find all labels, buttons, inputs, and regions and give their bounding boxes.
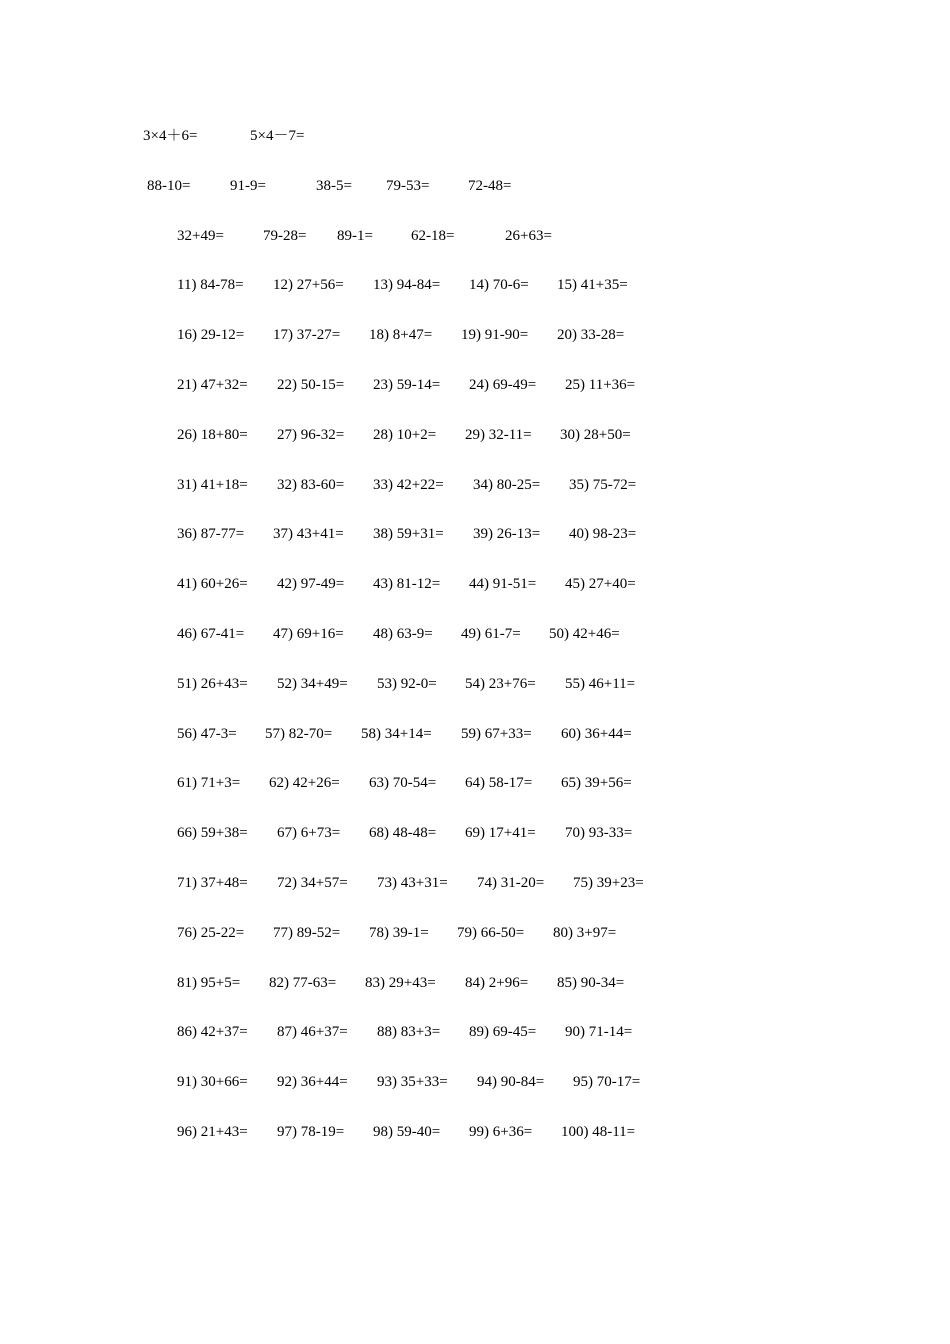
problem-row: [0, 723, 950, 745]
math-problem: 76) 25-22=: [177, 924, 245, 941]
math-problem: 13) 94-84=: [373, 277, 441, 294]
math-problem: 34) 80-25=: [473, 476, 541, 493]
math-problem: 12) 27+56=: [273, 277, 344, 294]
math-problem: 16) 29-12=: [177, 327, 245, 344]
problem-row: [0, 175, 950, 197]
math-problem: 85) 90-34=: [557, 974, 625, 991]
math-problem: 68) 48-48=: [369, 825, 437, 842]
math-problem: 79-28=: [263, 227, 307, 244]
math-problem: 48) 63-9=: [373, 626, 433, 642]
math-problem: 61) 71+3=: [177, 775, 241, 792]
math-problem: 22) 50-15=: [277, 377, 345, 393]
problem-row: [0, 1021, 950, 1043]
math-problem: 37) 43+41=: [273, 526, 344, 543]
math-problem: 93) 35+33=: [377, 1074, 448, 1091]
problem-row: [0, 324, 950, 346]
problem-row: [0, 972, 950, 994]
math-problem: 78) 39-1=: [369, 924, 429, 941]
math-problem: 71) 37+48=: [177, 875, 248, 891]
problem-row: [0, 872, 950, 894]
math-problem: 74) 31-20=: [477, 875, 545, 891]
math-problem: 63) 70-54=: [369, 775, 437, 792]
math-problem: 75) 39+23=: [573, 875, 644, 891]
math-problem: 36) 87-77=: [177, 526, 245, 543]
math-problem: 92) 36+44=: [277, 1074, 348, 1091]
math-problem: 25) 11+36=: [565, 377, 636, 393]
math-problem: 91) 30+66=: [177, 1074, 248, 1091]
math-problem: 49) 61-7=: [461, 626, 521, 642]
math-problem: 83) 29+43=: [365, 974, 436, 991]
math-problem: 87) 46+37=: [277, 1024, 348, 1041]
math-problem: 70) 93-33=: [565, 825, 633, 842]
math-problem: 42) 97-49=: [277, 576, 345, 593]
math-problem: 19) 91-90=: [461, 327, 529, 344]
problem-row: [0, 1121, 950, 1143]
math-problem: 41) 60+26=: [177, 576, 248, 593]
math-problem: 31) 41+18=: [177, 476, 248, 493]
math-problem: 82) 77-63=: [269, 974, 337, 991]
math-problem: 98) 59-40=: [373, 1124, 441, 1140]
problem-row: [0, 573, 950, 595]
math-problem: 65) 39+56=: [561, 775, 632, 792]
math-problem: 44) 91-51=: [469, 576, 537, 593]
problem-row: [0, 922, 950, 944]
math-problem: 17) 37-27=: [273, 327, 341, 344]
math-problem: 88-10=: [147, 177, 191, 194]
math-problem: 60) 36+44=: [561, 725, 632, 742]
math-problem: 53) 92-0=: [377, 675, 437, 692]
problem-row: [0, 1071, 950, 1093]
problem-row: [0, 523, 950, 545]
math-problem: 15) 41+35=: [557, 277, 628, 294]
math-problem: 89-1=: [337, 227, 373, 244]
math-problem: 38) 59+31=: [373, 526, 444, 543]
math-problem: 21) 47+32=: [177, 377, 248, 393]
math-problem: 80) 3+97=: [553, 924, 617, 941]
math-problem: 18) 8+47=: [369, 327, 433, 344]
math-problem: 88) 83+3=: [377, 1024, 441, 1041]
math-problem: 77) 89-52=: [273, 924, 341, 941]
math-problem: 14) 70-6=: [469, 277, 529, 294]
math-problem: 69) 17+41=: [465, 825, 536, 842]
math-problem: 62-18=: [411, 227, 455, 244]
math-problem: 47) 69+16=: [273, 626, 344, 642]
problem-row: [0, 225, 950, 247]
math-problem: 59) 67+33=: [461, 725, 532, 742]
math-problem: 97) 78-19=: [277, 1124, 345, 1140]
math-problem: 84) 2+96=: [465, 974, 529, 991]
math-problem: 89) 69-45=: [469, 1024, 537, 1041]
math-problem: 32) 83-60=: [277, 476, 345, 493]
math-problem: 23) 59-14=: [373, 377, 441, 393]
problem-row: [0, 424, 950, 446]
math-problem: 67) 6+73=: [277, 825, 341, 842]
problem-row: [0, 673, 950, 695]
problem-row: [0, 374, 950, 396]
math-problem: 24) 69-49=: [469, 377, 537, 393]
problem-row: [0, 125, 950, 147]
math-problem: 99) 6+36=: [469, 1124, 533, 1140]
math-problem: 57) 82-70=: [265, 725, 333, 742]
math-problem: 52) 34+49=: [277, 675, 348, 692]
math-problem: 30) 28+50=: [560, 426, 631, 443]
math-problem: 58) 34+14=: [361, 725, 432, 742]
math-problem: 28) 10+2=: [373, 426, 437, 443]
math-problem: 20) 33-28=: [557, 327, 625, 344]
math-problem: 26) 18+80=: [177, 426, 248, 443]
problem-row: [0, 772, 950, 794]
problem-row: [0, 623, 950, 645]
math-problem: 35) 75-72=: [569, 476, 637, 493]
math-problem: 79) 66-50=: [457, 924, 525, 941]
math-problem: 62) 42+26=: [269, 775, 340, 792]
math-problem: 46) 67-41=: [177, 626, 245, 642]
math-problem: 91-9=: [230, 177, 266, 194]
math-problem: 100) 48-11=: [561, 1124, 636, 1140]
math-problem: 66) 59+38=: [177, 825, 248, 842]
math-problem: 32+49=: [177, 227, 224, 244]
math-problem: 79-53=: [386, 177, 430, 194]
problem-row: [0, 274, 950, 296]
math-problem: 38-5=: [316, 177, 352, 194]
math-problem: 3×4＋6=: [143, 128, 198, 144]
math-problem: 64) 58-17=: [465, 775, 533, 792]
math-problem: 29) 32-11=: [465, 426, 532, 443]
math-problem: 33) 42+22=: [373, 476, 444, 493]
math-problem: 81) 95+5=: [177, 974, 241, 991]
math-problem: 5×4－7=: [250, 128, 305, 144]
math-problem: 94) 90-84=: [477, 1074, 545, 1091]
problem-row: [0, 822, 950, 844]
math-problem: 50) 42+46=: [549, 626, 620, 642]
math-problem: 11) 84-78=: [177, 277, 244, 294]
math-problem: 56) 47-3=: [177, 725, 237, 742]
problem-row: [0, 474, 950, 496]
math-problem: 27) 96-32=: [277, 426, 345, 443]
math-problem: 73) 43+31=: [377, 875, 448, 891]
math-problem: 55) 46+11=: [565, 675, 636, 692]
math-problem: 72) 34+57=: [277, 875, 348, 891]
math-problem: 90) 71-14=: [565, 1024, 633, 1041]
math-problem: 43) 81-12=: [373, 576, 441, 593]
math-problem: 45) 27+40=: [565, 576, 636, 593]
math-problem: 51) 26+43=: [177, 675, 248, 692]
math-problem: 26+63=: [505, 227, 552, 244]
math-problem: 95) 70-17=: [573, 1074, 641, 1091]
math-problem: 54) 23+76=: [465, 675, 536, 692]
math-problem: 40) 98-23=: [569, 526, 637, 543]
math-problem: 96) 21+43=: [177, 1124, 248, 1140]
math-problem: 86) 42+37=: [177, 1024, 248, 1041]
math-problem: 72-48=: [468, 177, 512, 194]
math-problem: 39) 26-13=: [473, 526, 541, 543]
